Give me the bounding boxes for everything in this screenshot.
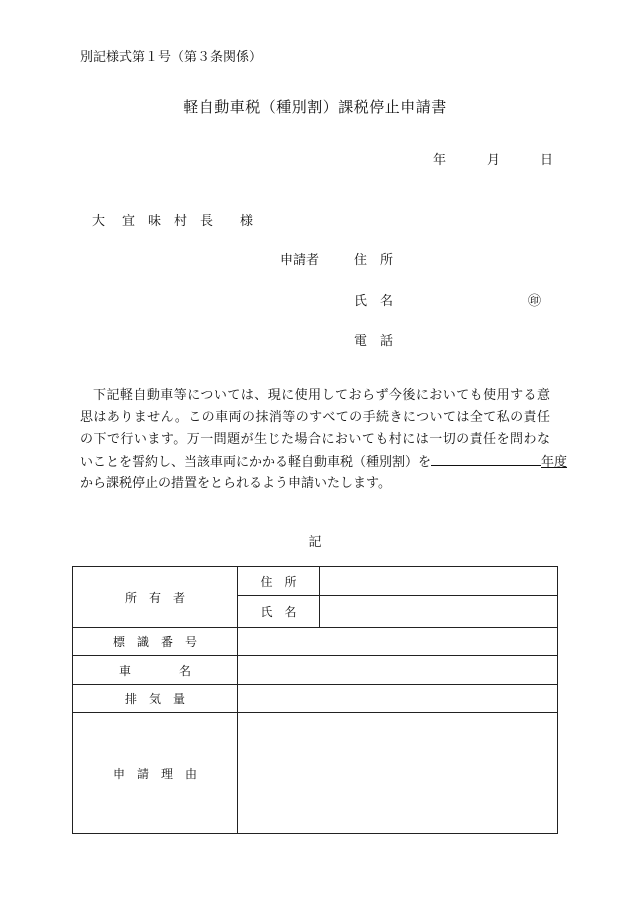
declaration-line-start: いことを誓約し、当該車両にかかる軽自動車税（種別割）を bbox=[80, 455, 432, 470]
owner-address-field[interactable] bbox=[320, 567, 558, 596]
declaration-line: 下記軽自動車等については、現に使用しておらず今後においても使用する意 bbox=[93, 388, 550, 403]
owner-name-field[interactable] bbox=[320, 596, 558, 628]
addressee-char: 村 bbox=[174, 214, 188, 229]
vehicle-details-table bbox=[72, 566, 558, 834]
date-day-label: 日 bbox=[540, 153, 554, 168]
ki-heading: 記 bbox=[308, 535, 322, 550]
addressee-char: 宜 bbox=[122, 214, 136, 229]
vehicle-name-label: 車 名 bbox=[73, 656, 238, 685]
year-blank-field[interactable] bbox=[431, 451, 541, 466]
reason-label: 申 請 理 由 bbox=[73, 713, 238, 834]
owner-address-label: 住 所 bbox=[238, 567, 320, 596]
declaration-line bbox=[80, 451, 568, 473]
declaration-line: の下で行います。万一問題が生じた場合においても村には一切の責任を問わな bbox=[80, 432, 550, 447]
declaration-text bbox=[80, 385, 568, 495]
plate-number-label: 標 識 番 号 bbox=[73, 628, 238, 656]
displacement-label: 排 気 量 bbox=[73, 685, 238, 713]
form-number: 別記様式第１号（第３条関係） bbox=[80, 50, 263, 65]
name-label-char: 名 bbox=[380, 294, 394, 309]
date-year-label: 年 bbox=[433, 153, 447, 168]
phone-label-char: 話 bbox=[380, 334, 394, 349]
reason-field[interactable] bbox=[238, 713, 558, 834]
name-label-char: 氏 bbox=[354, 294, 368, 309]
address-label-char: 所 bbox=[380, 253, 394, 268]
addressee-char: 大 bbox=[92, 214, 106, 229]
plate-number-field[interactable] bbox=[238, 628, 558, 656]
addressee-sama: 様 bbox=[240, 214, 254, 229]
fiscal-year-label: 年度 bbox=[541, 455, 568, 470]
declaration-line: 思はありません。この車両の抹消等のすべての手続きについては全て私の責任 bbox=[80, 410, 550, 425]
owner-name-label: 氏 名 bbox=[238, 596, 320, 628]
vehicle-name-field[interactable] bbox=[238, 656, 558, 685]
addressee-char: 長 bbox=[200, 214, 214, 229]
address-label-char: 住 bbox=[354, 253, 368, 268]
date-month-label: 月 bbox=[487, 153, 501, 168]
displacement-field[interactable] bbox=[238, 685, 558, 713]
addressee-char: 味 bbox=[148, 214, 162, 229]
applicant-label: 申請者 bbox=[280, 253, 320, 268]
declaration-line: から課税停止の措置をとられるよう申請いたします。 bbox=[80, 476, 391, 491]
seal-mark: ㊞ bbox=[528, 294, 542, 309]
phone-label-char: 電 bbox=[354, 334, 368, 349]
page-title: 軽自動車税（種別割）課税停止申請書 bbox=[183, 98, 447, 116]
owner-label: 所 有 者 bbox=[73, 567, 238, 628]
